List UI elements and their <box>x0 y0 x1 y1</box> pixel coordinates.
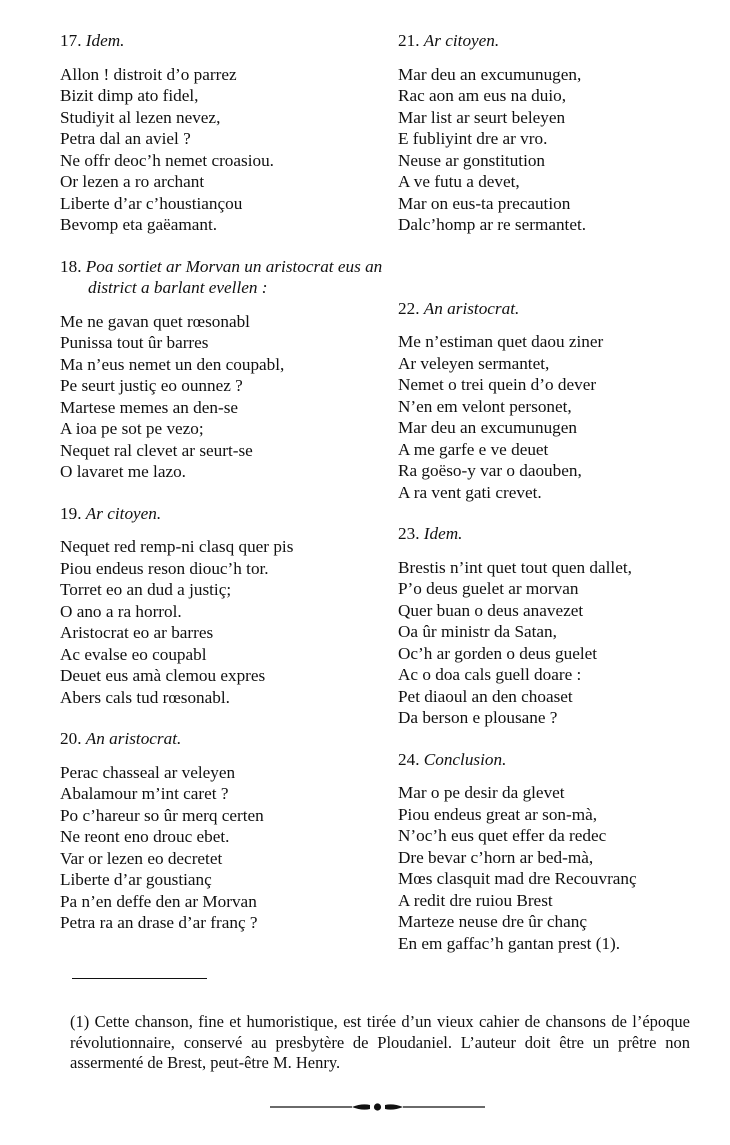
stanza-title: Idem. <box>423 524 463 543</box>
stanza-17 <box>60 30 390 236</box>
verse-line: Mar list ar seurt beleyen <box>398 107 566 127</box>
verse-line: Da berson e plousane ? <box>398 708 558 727</box>
verse-line: Pet diaoul an den choaset <box>398 686 573 706</box>
stanza-number: 19. <box>60 503 82 523</box>
stanza-lines <box>398 782 728 954</box>
stanza-lines <box>60 64 390 236</box>
verse-line: Mar on eus-ta precaution <box>398 193 571 213</box>
stanza-21 <box>398 30 728 236</box>
stanza-number: 18. <box>60 256 82 276</box>
verse-line: Ra goëso-y var o daouben, <box>398 461 582 480</box>
stanza-lines <box>60 762 390 934</box>
verse-line: Oc’h ar gorden o deus guelet <box>398 643 598 663</box>
stanza-number: 23. <box>398 524 420 543</box>
verse-line: Dre bevar c’horn ar bed-mà, <box>398 847 594 867</box>
footnote-rule <box>72 978 207 979</box>
verse-line: Liberte d’ar goustianç <box>60 870 212 889</box>
stanza-19 <box>60 503 390 709</box>
verse-line: Abers cals tud rœsonabl. <box>60 687 230 707</box>
verse-line: P’o deus guelet ar morvan <box>398 579 579 598</box>
verse-line: E fubliyint dre ar vro. <box>398 129 548 148</box>
verse-line: Abalamour m’int caret ? <box>60 784 229 803</box>
verse-line: Punissa tout ûr barres <box>60 333 209 352</box>
verse-line: Nequet ral clevet ar seurt-se <box>60 440 253 460</box>
stanza-22 <box>398 298 728 504</box>
stanza-heading <box>398 298 728 320</box>
verse-line: Petra ra an drase d’ar franç ? <box>60 913 258 932</box>
verse-line: Nemet o trei quein d’o dever <box>398 375 597 394</box>
stanza-title: Idem. <box>85 31 125 50</box>
stanza-number: 22. <box>398 298 420 318</box>
stanza-heading <box>60 503 390 525</box>
verse-line: O lavaret me lazo. <box>60 462 186 481</box>
verse-line: Ar veleyen sermantet, <box>398 353 550 373</box>
end-ornament <box>270 1101 485 1113</box>
stanza-number: 21. <box>398 31 420 50</box>
verse-line: O ano a ra horrol. <box>60 601 182 621</box>
stanza-number: 24. <box>398 749 420 769</box>
footnote: (1) Cette chanson, fine et humoristique, est tirée d’un vieux cahier de chansons de l’époque révolutionnaire, conservé au presbytère de Ploudaniel. L’auteur doit être un prêtre non assermenté de Brest, peut-être M. Henry. <box>70 1012 690 1072</box>
verse-line: Torret eo an dud a justiç; <box>60 580 232 599</box>
verse-line: Mar o pe desir da glevet <box>398 783 565 802</box>
stanza-title: An aristocrat. <box>423 298 520 318</box>
stanza-lines <box>60 311 390 483</box>
verse-line: A ra vent gati crevet. <box>398 482 542 502</box>
verse-line: N’oc’h eus quet effer da redec <box>398 826 607 845</box>
stanza-18 <box>60 256 390 483</box>
verse-line: Ac o doa cals guell doare : <box>398 665 582 684</box>
verse-line: Ne offr deoc’h nemet croasiou. <box>60 150 274 170</box>
stanza-title: An aristocrat. <box>85 729 182 748</box>
verse-line: A me garfe e ve deuet <box>398 439 549 459</box>
verse-line: Oa ûr ministr da Satan, <box>398 622 557 641</box>
verse-line: Mar deu an excumunugen, <box>398 64 582 84</box>
verse-line: Var or lezen eo decretet <box>60 848 223 868</box>
verse-line: Ne reont eno drouc ebet. <box>60 827 230 846</box>
verse-line: Piou endeus great ar son-mà, <box>398 804 598 824</box>
stanza-heading <box>60 256 390 299</box>
verse-line: Pe seurt justiç eo ounnez ? <box>60 376 243 395</box>
verse-line: Bizit dimp ato fidel, <box>60 86 199 105</box>
verse-line: Mar deu an excumunugen <box>398 418 577 437</box>
verse-line: Neuse ar gonstitution <box>398 150 546 170</box>
stanza-heading <box>398 523 728 545</box>
verse-line: Me ne gavan quet rœsonabl <box>60 311 250 331</box>
verse-line: Po c’hareur so ûr merq certen <box>60 805 264 825</box>
verse-line: Brestis n’int quet tout quen dallet, <box>398 557 632 577</box>
verse-line: A ve futu a devet, <box>398 172 520 191</box>
verse-line: Allon ! distroit d’o parrez <box>60 64 237 84</box>
right-column <box>398 30 728 974</box>
verse-line: Rac aon am eus na duio, <box>398 86 567 105</box>
stanza-24 <box>398 749 728 955</box>
stanza-heading <box>398 30 728 52</box>
verse-line: A ioa pe sot pe vezo; <box>60 419 204 438</box>
verse-line: Pa n’en deffe den ar Morvan <box>60 891 257 911</box>
verse-line: Aristocrat eo ar barres <box>60 623 214 642</box>
stanza-heading <box>398 749 728 771</box>
stanza-number: 17. <box>60 31 82 50</box>
verse-line: N’en em velont personet, <box>398 396 572 416</box>
stanza-title: Poa sortiet ar Morvan un aristocrat eus an district a barlant evellen : <box>85 256 383 297</box>
verse-line: Studiyit al lezen nevez, <box>60 107 221 127</box>
left-column <box>60 30 390 954</box>
stanza-number: 20. <box>60 729 82 748</box>
verse-line: Petra dal an aviel ? <box>60 129 191 148</box>
verse-line: En em gaffac’h gantan prest (1). <box>398 933 621 953</box>
verse-line: Dalc’homp ar re sermantet. <box>398 215 587 234</box>
verse-line: Marteze neuse dre ûr chanç <box>398 912 587 931</box>
verse-line: A redit dre ruiou Brest <box>398 890 553 910</box>
stanza-title: Conclusion. <box>423 749 507 769</box>
verse-line: Nequet red remp-ni clasq quer pis <box>60 537 294 556</box>
stanza-heading <box>60 728 390 750</box>
verse-line: Perac chasseal ar veleyen <box>60 762 236 782</box>
stanza-23 <box>398 523 728 729</box>
verse-line: Quer buan o deus anavezet <box>398 600 584 620</box>
verse-line: Liberte d’ar c’houstiançou <box>60 193 243 213</box>
verse-line: Or lezen a ro archant <box>60 172 205 191</box>
stanza-heading <box>60 30 390 52</box>
stanza-lines <box>398 331 728 503</box>
verse-line: Martese memes an den-se <box>60 397 239 417</box>
verse-line: Mœs clasquit mad dre Recouvranç <box>398 869 637 888</box>
stanza-lines <box>398 557 728 729</box>
verse-line: Me n’estiman quet daou ziner <box>398 332 604 351</box>
verse-line: Ac evalse eo coupabl <box>60 644 207 664</box>
stanza-20 <box>60 728 390 934</box>
stanza-title: Ar citoyen. <box>423 31 500 50</box>
stanza-lines <box>60 536 390 708</box>
verse-line: Deuet eus amà clemou expres <box>60 666 266 685</box>
verse-line: Ma n’eus nemet un den coupabl, <box>60 354 285 374</box>
stanza-lines <box>398 64 728 236</box>
stanza-title: Ar citoyen. <box>85 503 162 523</box>
verse-line: Bevomp eta gaëamant. <box>60 215 218 234</box>
verse-line: Piou endeus reson diouc’h tor. <box>60 558 269 578</box>
